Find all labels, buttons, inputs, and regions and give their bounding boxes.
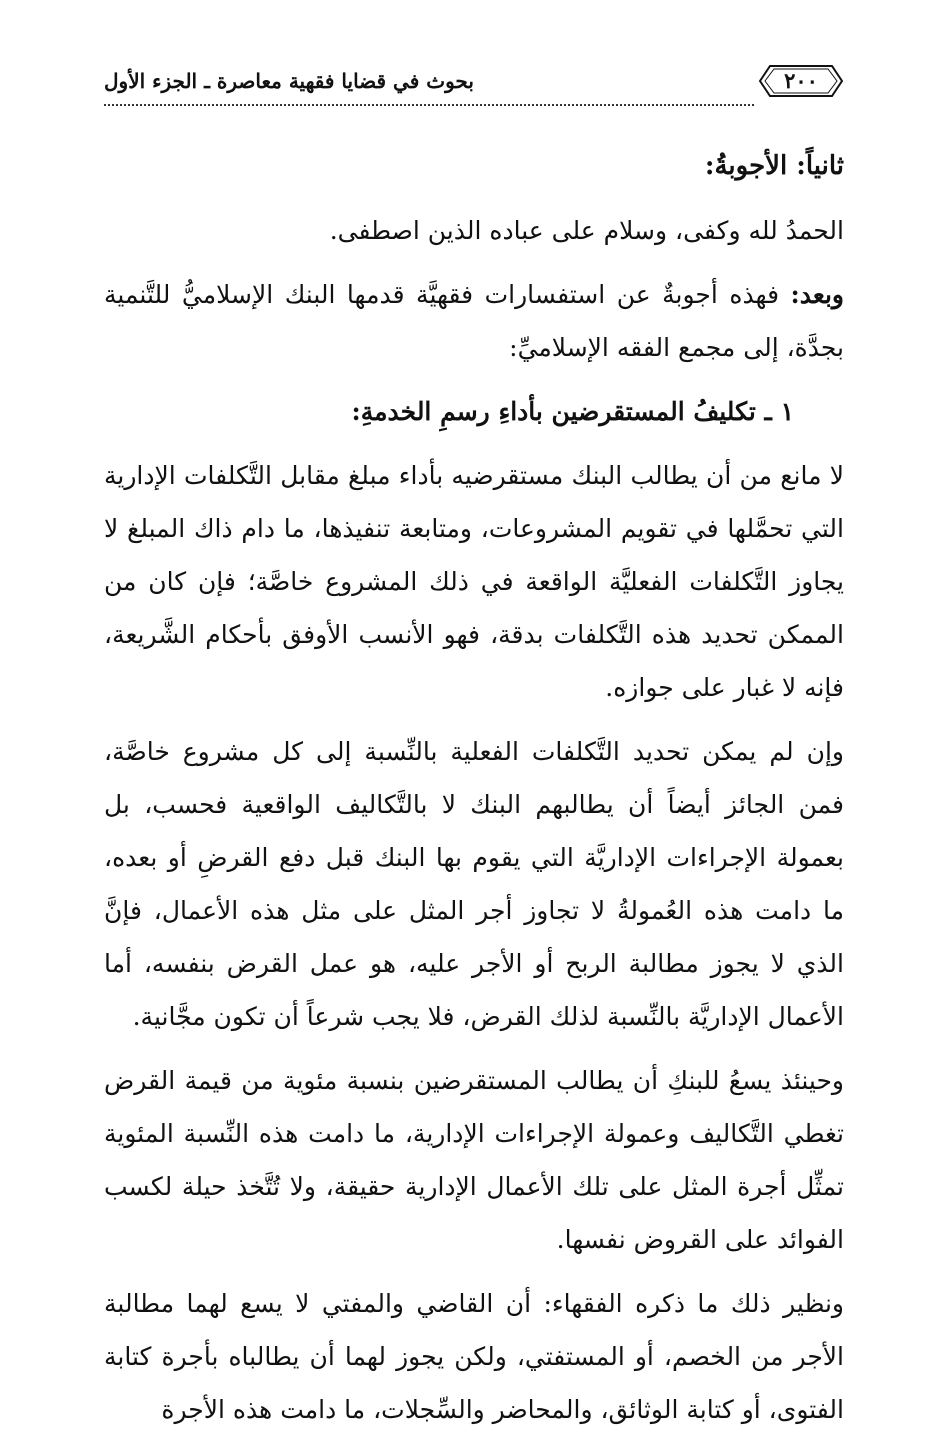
subheading-service-fee: ١ ـ تكليفُ المستقرضين بأداءِ رسمِ الخدمةِ: bbox=[351, 397, 794, 426]
page-header bbox=[104, 62, 844, 106]
page-number-frame bbox=[758, 64, 844, 98]
intro-lead-word: وبعد: bbox=[790, 280, 844, 309]
page-body bbox=[104, 140, 844, 1447]
praise-paragraph: الحمدُ لله وكفى، وسلام على عباده الذين اصطفى. bbox=[329, 216, 844, 245]
section-heading: ثانياً: الأجوبةُ: bbox=[704, 151, 844, 181]
body-paragraph-4: ونظير ذلك ما ذكره الفقهاء: أن القاضي والمفتي لا يسع لهما مطالبة الأجر من الخصم، أو المستفتي، ولكن يجوز لهما أن يطالباه بأجرة كتابة الفتوى، أو كتابة الوثائق، والمحاضر والسِّجلات، ما دامت هذه الأجرة bbox=[104, 1289, 844, 1424]
body-paragraph-1: لا مانع من أن يطالب البنك مستقرضيه بأداء مبلغ مقابل التَّكلفات الإدارية التي تحمَّلها في تقويم المشروعات، ومتابعة تنفيذها، ما دام ذاك المبلغ لا يجاوز التَّكلفات الفعليَّة الواقعة في ذلك المشروع خاصَّة؛ فإن كان من الممكن تحديد هذه التَّكلفات بدقة، فهو الأنسب الأوفق بأحكام الشَّريعة، فإنه لا غبار على جوازه. bbox=[104, 461, 844, 702]
body-paragraph-2: وإن لم يمكن تحديد التَّكلفات الفعلية بالنِّسبة إلى كل مشروع خاصَّة، فمن الجائز أيضاً أن يطالبهم البنك لا بالتَّكاليف الواقعية فحسب، بل بعمولة الإجراءات الإداريَّة التي يقوم بها البنك قبل دفع القرضِ أو بعده، ما دامت هذه العُمولةُ لا تجاوز أجر المثل على مثل هذه الأعمال، فإنَّ الذي لا يجوز مطالبة الربح أو الأجر عليه، هو عمل القرض بنفسه، أما الأعمال الإداريَّة بالنِّسبة لذلك القرض، فلا يجب شرعاً أن تكون مجَّانية. bbox=[104, 737, 844, 1031]
page-number: ٢٠٠ bbox=[784, 68, 818, 93]
intro-paragraph bbox=[104, 268, 844, 374]
running-title: بحوث في قضايا فقهية معاصرة ـ الجزء الأول bbox=[104, 69, 474, 93]
body-paragraph-3: وحينئذ يسعُ للبنكِ أن يطالب المستقرضين بنسبة مئوية من قيمة القرض تغطي التَّكاليف وعمولة الإجراءات الإدارية، ما دامت هذه النِّسبة المئوية تمثِّل أجرة المثل على تلك الأعمال الإدارية حقيقة، ولا تُتَّخذ حيلة لكسب الفوائد على القروض نفسها. bbox=[104, 1066, 844, 1254]
intro-text: فهذه أجوبةٌ عن استفسارات فقهيَّة قدمها البنك الإسلاميُّ للتَّنمية بجدَّة، إلى مجمع الفقه الإسلاميِّ: bbox=[104, 280, 844, 362]
header-divider bbox=[104, 104, 754, 106]
